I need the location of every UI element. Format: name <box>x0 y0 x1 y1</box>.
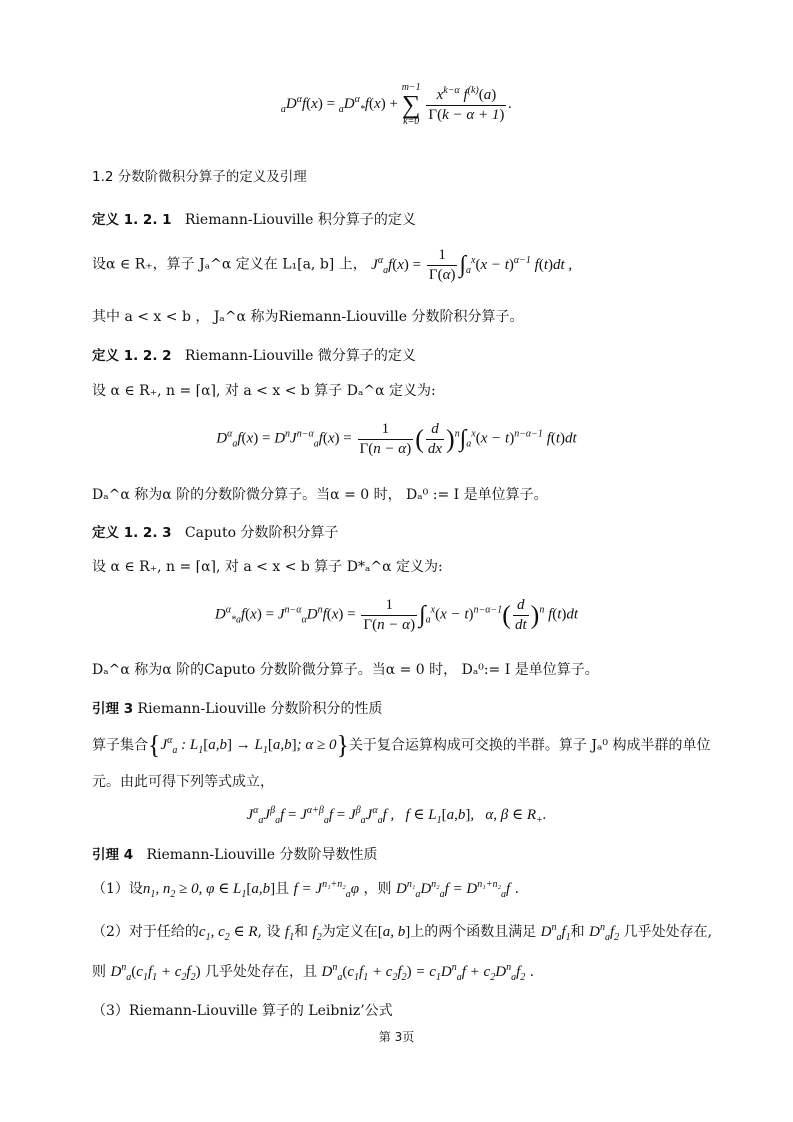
lemma-text-prefix: 算子集合 <box>92 737 148 754</box>
section-title: 分数阶微积分算子的定义及引理 <box>117 169 307 185</box>
definition-tail: Dₐ^α 称为α 阶的Caputo 分数阶微分算子。当α = 0 时， Dₐ⁰:= I 是单位算子。 <box>92 662 599 678</box>
page-number: 第 3页 <box>378 1030 415 1044</box>
lemma-title: Riemann-Liouville 分数阶积分的性质 <box>137 701 383 717</box>
definition-label: 定义 1. 2. 2 <box>92 348 172 364</box>
definition-title: Riemann-Liouville 微分算子的定义 <box>184 348 416 364</box>
equation-linearity: $D^n_a(c_1f_1 + c_2f_2)$ <box>110 962 201 983</box>
section-heading <box>92 165 307 185</box>
lemma-item: （1）设$n_1$, $n_2 \ge 0$, φ ∈ $L_1[a,b]$且 $f = J^{n_1+n_2}_a\varphi$ ，则 $D^{n_1}_aD^{n_2}_af = D^{n_1+n_2}_af$ . <box>92 879 520 900</box>
lemma-item: （2）对于任给的$c_1$, $c_2$ ∈ R, 设 $f_1$和 $f_2$为定义在[a, b]上的两个函数且满足 $D^n_af_1$和 $D^n_af_2$ 几乎处处存在, <box>92 922 713 943</box>
lemma-label: 引理 4 <box>92 847 134 863</box>
definition-tail: 其中 a < x < b ， Jₐ^α 称为Riemann-Liouville 分数阶积分算子。 <box>92 309 524 325</box>
definition-heading <box>92 344 416 365</box>
definition-label: 定义 1. 2. 3 <box>92 525 172 541</box>
definition-heading <box>92 521 338 542</box>
equation-linearity-conditions: $c_1$, $c_2$ ∈ R <box>198 924 258 943</box>
lemma-item-label: （1）设 <box>92 881 143 897</box>
lemma-item-label: （2）对于任给的 <box>92 924 199 940</box>
definition-title: Caputo 分数阶积分算子 <box>184 525 339 541</box>
equation-rl-derivative: $D^\alpha_af(x) = D^nJ^{n-\alpha}_af(x)$ = $\frac{1}{\Gamma(n - \alpha)}$ ( $\frac{d}{dx}$ )$^n\int_a^x(x - t)^{n-\alpha-1}$ f(t)dt <box>216 421 577 457</box>
lemma-item-continued: 则 $D^n_a(c_1f_1 + c_2f_2)$ 几乎处处存在，且 $D^n_a(c_1f_1 + c_2f_2) = c_1D^n_af + c_2D^n_af_2$ . <box>92 962 535 983</box>
definition-body <box>92 246 572 285</box>
section-number: 1.2 <box>92 169 114 185</box>
definition-intro: 设 α ∈ R₊, n = ⌈α⌉, 对 a < x < b 算子 D*ₐ^α 定义为: <box>92 559 443 575</box>
equation-derivative-composition: $n_1$, $n_2 \ge 0$, φ ∈ $L_1[a,b]$ <box>142 881 276 900</box>
definition-intro: 设α ∈ R₊，算子 Jₐ^α 定义在 L₁[a, b] 上， <box>92 256 367 273</box>
definition-heading <box>92 208 416 229</box>
definition-tail: Dₐ^α 称为α 阶的分数阶微分算子。当α = 0 时， Dₐ⁰ := I 是单位算子。 <box>92 487 548 503</box>
lemma-heading <box>92 843 377 864</box>
lemma-title: Riemann-Liouville 分数阶导数性质 <box>146 847 378 863</box>
lemma-label: 引理 3 <box>92 701 134 717</box>
equation-rl-integral: $J^\alpha_af(x)$ = $\frac{1}{\Gamma(\alpha)}$ $\int_a^x(x - t)^{\alpha-1}$ f(t)dt , <box>371 247 573 283</box>
lemma-heading <box>92 697 383 718</box>
lemma-item-prefix: 则 <box>92 964 106 980</box>
definition-label: 定义 1. 2. 1 <box>92 212 172 228</box>
lemma-text: 关于复合运算构成可交换的半群。算子 Jₐ⁰ 构成半群的单位 <box>348 737 711 754</box>
semigroup-set: {$J^\alpha_a$ : $L_1[a,b] \to L_1[a,b]$; α ≥ 0} <box>148 731 349 760</box>
lemma-text: 元。由此可得下列等式成立， <box>92 774 274 790</box>
equation-caputo-derivative: $D^\alpha_{*a}f(x) = J^{n-\alpha}_\alpha D^nf(x)$ = $\frac{1}{\Gamma(n - \alpha)}$ $\int_a^x(x - t)^{n-\alpha-1}$( $\frac{d}{dt}$ )$^n$ f(t)dt <box>214 597 579 633</box>
lemma-body <box>92 731 710 761</box>
equation-semigroup: $J^\alpha_aJ^\beta_af = J^{\alpha+\beta}_af = J^\beta_aJ^\alpha_af$ , f ∈ $L_1[a,b]$, α, β ∈ $R_+$. <box>246 805 547 826</box>
lemma-item: （3）Riemann-Liouville 算子的 Leibniz’公式 <box>92 1003 393 1019</box>
equation-caputo-rl-relation: $_aD^\alpha f(x) = _aD^\alpha_*f(x) + m-1$ ∑ k=0 $\frac{x^{k-\alpha} f^{(k)}(a)}{\Gamma(k - \alpha + 1)}$ . <box>280 82 513 128</box>
definition-title: Riemann-Liouville 积分算子的定义 <box>184 212 416 228</box>
definition-intro: 设 α ∈ R₊, n = ⌈α⌉, 对 a < x < b 算子 Dₐ^α 定义为: <box>92 383 436 399</box>
